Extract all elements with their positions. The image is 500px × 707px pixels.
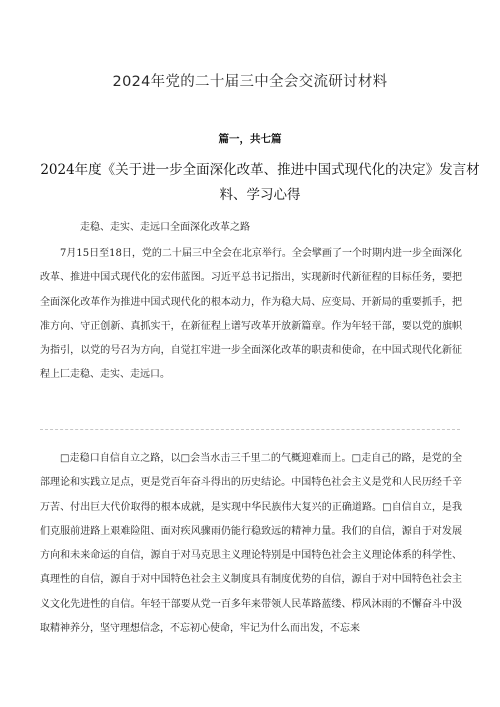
body-paragraph-2: □走稳口自信自立之路，以□会当水击三千里二的气概迎难而上。□走自己的路，是党的全部理论和实践立足点，更是党百年奋斗得出的历史结论。中国特色社会主义是党和人民历经千辛万苦、付出巨大代价取得的根本成就，是实现中华民族伟大复兴的正确道路。□自信自立，是我们克服前进路上艰难险阻、面对疾风骤雨仍能行稳致远的精神力量。我们的自信，源自于对发展方向和未来命运的自信，源自于对马克思主义理论特别是中国特色社会主义理论体系的科学性、真理性的自信，源自于对中国特色社会主义制度具有制度优势的自信，源自于对中国特色社会主义文化先进性的自信。年轻干部要从党一百多年来带领人民革路蓝缕、栉风沐雨的不懈奋斗中汲取精神养分，坚守理想信念，不忘初心使命，牢记为什么而出发，不忘来: [40, 453, 462, 635]
article-theme-line: 走稳、走实、走远口全面深化改革之路: [80, 222, 250, 233]
paragraph-divider: [40, 429, 460, 430]
article-subtitle: 2024年度《关于进一步全面深化改革、推进中国式现代化的决定》发言材料、学习心得: [40, 162, 480, 203]
document-title: 2024年党的二十届三中全会交流研讨材料: [112, 74, 388, 90]
body-paragraph-1: 7月15日至18日，党的二十届三中全会在北京举行。全会擘画了一个时期内进一步全面深化改革、推进中国式现代化的宏伟蓝图。习近平总书记指出，实现新时代新征程的目标任务，要把全面深化改革作为推进中国式现代化的根本动力，作为稳大局、应变局、开新局的重要抓手，把准方向、守正创新、真抓实干，在新征程上谱写改革开放新篇章。作为年轻干部，要以党的旗帜为指引，以党的号召为方向，自觉扛牢进一步全面深化改革的职责和使命，在中国式现代化新征程上匚走稳、走实、走远口。: [40, 248, 462, 381]
part-label: 篇一，共七篇: [218, 133, 282, 145]
